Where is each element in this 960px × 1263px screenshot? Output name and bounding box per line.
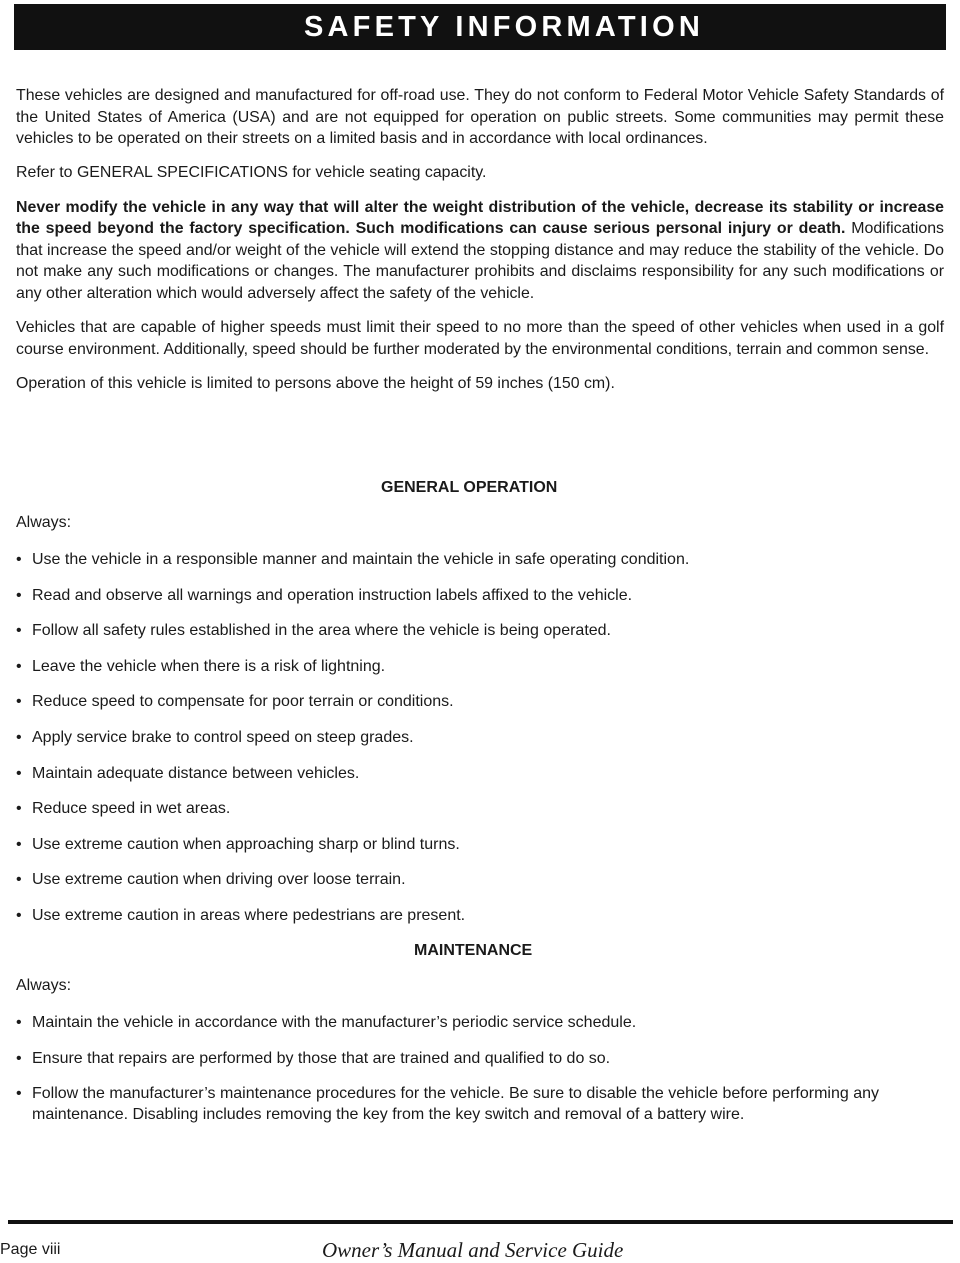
bullet-icon: • bbox=[16, 1014, 22, 1031]
speed-paragraph: Vehicles that are capable of higher speeds must limit their speed to no more than the speed of other vehicles when used in a golf course environment. Additionally, speed should be further moderated by the environmental conditions, terrain and common sense. bbox=[16, 319, 944, 358]
list-item: • Leave the vehicle when there is a risk of lightning. bbox=[16, 657, 386, 675]
bullet-icon: • bbox=[16, 622, 22, 640]
warning-rest-text: Modifications that increase the speed and/or weight of the vehicle will extend the stopping distance and may reduce the stability of the vehicle. Do not make any such modifications or changes. The manufacturer prohibits and disclaims responsibility for any such modifications or any other alteration which would adversely affect the safety of the vehicle. bbox=[16, 220, 944, 302]
bullet-icon: • bbox=[16, 657, 22, 675]
list-item: • Read and observe all warnings and operation instruction labels affixed to the vehicle. bbox=[16, 586, 633, 604]
maintenance-heading: MAINTENANCE bbox=[414, 942, 533, 959]
warning-paragraph bbox=[16, 197, 944, 305]
list-item: • Maintain the vehicle in accordance with the manufacturer’s periodic service schedule. bbox=[16, 1014, 637, 1031]
bullet-icon: • bbox=[16, 764, 22, 782]
list-item: • Reduce speed in wet areas. bbox=[16, 800, 231, 818]
maintenance-list bbox=[16, 1012, 946, 1124]
bullet-icon: • bbox=[16, 586, 22, 604]
list-item: • Apply service brake to control speed on steep grades. bbox=[16, 729, 414, 746]
bullet-icon: • bbox=[16, 729, 22, 746]
page-number: Page viii bbox=[0, 1241, 61, 1258]
bullet-icon: • bbox=[16, 551, 22, 568]
list-item: • Ensure that repairs are performed by those that are trained and qualified to do so. bbox=[16, 1049, 611, 1067]
bullet-icon: • bbox=[16, 800, 22, 818]
list-item: • Use extreme caution when driving over loose terrain. bbox=[16, 871, 406, 889]
list-item: • Reduce speed to compensate for poor terrain or conditions. bbox=[16, 693, 454, 711]
general-operation-heading: GENERAL OPERATION bbox=[381, 479, 558, 496]
general-operation-list bbox=[16, 549, 946, 924]
list-item: • Maintain adequate distance between vehicles. bbox=[16, 764, 360, 782]
list-item: • Use extreme caution in areas where pedestrians are present. bbox=[16, 907, 466, 924]
list-item: • Follow the manufacturer’s maintenance procedures for the vehicle. Be sure to disable the vehicle before performing any maintenance. Disabling includes removing the key from the key switch and removal of a battery wire. bbox=[16, 1085, 879, 1124]
title-bar bbox=[14, 4, 946, 50]
bullet-icon: • bbox=[16, 1049, 22, 1067]
maintenance-always-label: Always: bbox=[16, 977, 72, 994]
list-item: • Use extreme caution when approaching sharp or blind turns. bbox=[16, 835, 460, 853]
warning-bold-text: Never modify the vehicle in any way that will alter the weight distribution of the vehicle, decrease its stability or increase the speed beyond the factory specification. Such modifications can cause serious personal injury or death. bbox=[16, 198, 944, 238]
guide-title: Owner’s Manual and Service Guide bbox=[322, 1238, 624, 1262]
intro-section bbox=[16, 85, 944, 407]
list-item: • Use the vehicle in a responsible manner and maintain the vehicle in safe operating condition. bbox=[16, 551, 690, 568]
bullet-icon: • bbox=[16, 871, 22, 889]
general-always-label: Always: bbox=[16, 514, 72, 531]
list-item: • Follow all safety rules established in the area where the vehicle is being operated. bbox=[16, 622, 611, 640]
intro-paragraph-2: Refer to GENERAL SPECIFICATIONS for vehicle seating capacity. bbox=[16, 164, 487, 182]
bullet-icon: • bbox=[16, 835, 22, 853]
bullet-icon: • bbox=[16, 1085, 22, 1103]
height-paragraph: Operation of this vehicle is limited to persons above the height of 59 inches (150 cm). bbox=[16, 374, 615, 392]
intro-paragraph-1: These vehicles are designed and manufactured for off-road use. They do not conform to Federal Motor Vehicle Safety Standards of the United States of America (USA) and are not equipped for operation on public streets. Some communities may permit these vehicles to be operated on their streets on a limited basis and in accordance with local ordinances. bbox=[16, 87, 944, 148]
bullet-icon: • bbox=[16, 907, 22, 924]
bullet-icon: • bbox=[16, 693, 22, 711]
page-title: SAFETY INFORMATION bbox=[304, 11, 704, 43]
footer-rule bbox=[8, 1220, 953, 1224]
